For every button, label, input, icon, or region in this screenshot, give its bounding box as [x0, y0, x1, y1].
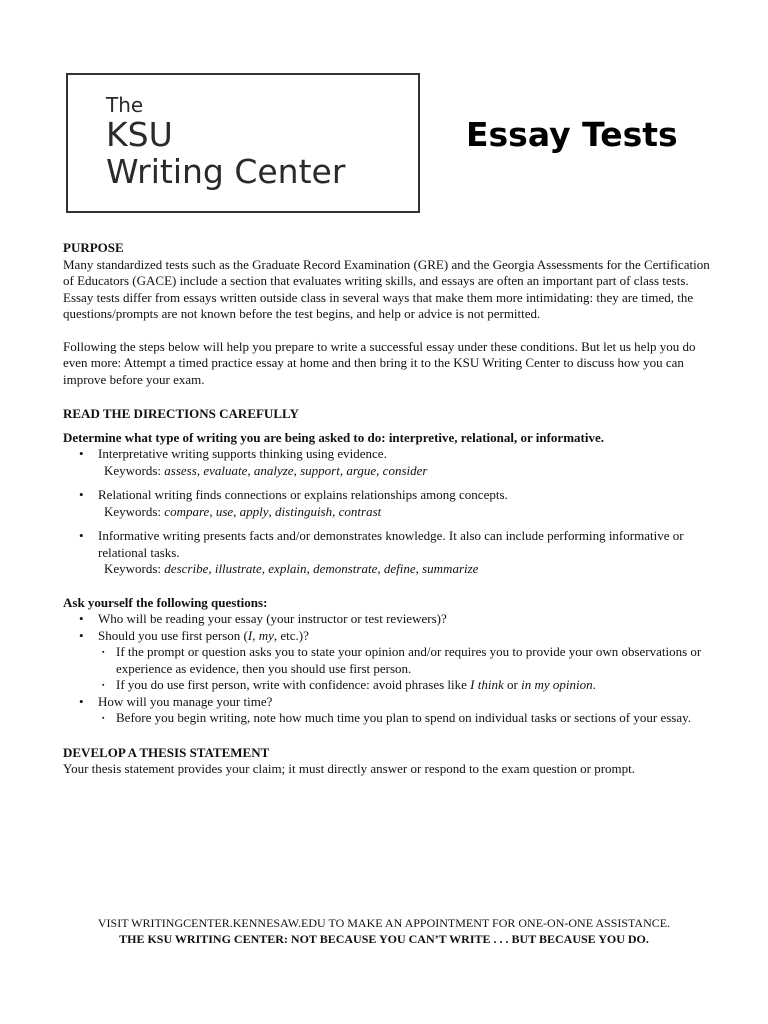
- writing-type-description: Interpretative writing supports thinking using evidence.: [98, 446, 387, 461]
- keyword: apply: [239, 503, 269, 519]
- logo-line-ksu: KSU: [106, 115, 173, 154]
- directions-subheading: Determine what type of writing you are being asked to do: interpretive, relational, or informative.: [63, 429, 604, 445]
- keyword: distinguish: [275, 503, 333, 519]
- keywords-label: Keywords:: [104, 503, 162, 519]
- purpose-paragraph-2: Following the steps below will help you prepare to write a successful essay under these conditions. But let us help you do even more: Attempt a timed practice essay at home and then bring it to the KSU Writing Center to discuss how you can improve before your exam.: [63, 338, 696, 387]
- keywords-label: Keywords:: [104, 561, 162, 576]
- keyword: contrast: [338, 503, 382, 519]
- document-body: [63, 240, 713, 778]
- keyword: summarize: [422, 561, 479, 576]
- question-first-person: • Should you use first person (I, my, etc.)? ▪ If the prompt or question asks you to state your opinion and/or requires you to provide your own observations or experience as evidence, then you should use first person. ▪ If you do use first person, write with confidence: avoid phrases like I think or in my opinion.: [63, 628, 713, 694]
- first-person-sub-2: ▪ If you do use first person, write with confidence: avoid phrases like I think or in my opinion.: [98, 677, 713, 694]
- keyword: argue: [346, 462, 377, 478]
- question-reader: [63, 611, 713, 628]
- question-time: • How will you manage your time? ▪ Before you begin writing, note how much time you plan to spend on individual tasks or sections of your essay.: [63, 694, 713, 727]
- first-person-sublist: [98, 644, 713, 694]
- purpose-paragraph-1: Many standardized tests such as the Graduate Record Examination (GRE) and the Georgia Assessments for the Certification of Educators (GACE) include a section that evaluates writing skills, and essays are often an important part of class tests. Essay tests differ from essays written outside class in several ways that make them more intimidating: they are timed, the questions/prompts are not known before the test begins, and help or advice is not permitted.: [63, 256, 710, 321]
- page-title: Essay Tests: [466, 115, 678, 154]
- keyword: support: [300, 462, 340, 478]
- keyword: assess: [164, 462, 197, 478]
- logo-line-writing-center: Writing Center: [106, 152, 346, 191]
- writing-type-item: [63, 446, 713, 479]
- logo-text: [106, 93, 345, 191]
- logo-line-the: The: [106, 93, 144, 117]
- keywords-line: Keywords: assess, evaluate, analyze, support, argue, consider: [104, 462, 428, 478]
- keyword: use: [215, 503, 234, 519]
- page-footer: [0, 915, 768, 947]
- footer-tagline: THE KSU WRITING CENTER: NOT BECAUSE YOU CAN’T WRITE . . . BUT BECAUSE YOU DO.: [119, 932, 649, 946]
- keywords-line: Keywords: compare, use, apply, distinguish, contrast: [104, 503, 382, 519]
- keyword: consider: [382, 462, 428, 478]
- writing-type-description: Relational writing finds connections or explains relationships among concepts.: [98, 487, 508, 502]
- time-sublist: [98, 710, 713, 727]
- writing-center-logo: [66, 73, 420, 213]
- writing-type-description: Informative writing presents facts and/or demonstrates knowledge. It also can include performing informative or relational tasks.: [98, 528, 684, 560]
- keywords-line: Keywords: describe, illustrate, explain, demonstrate, define, summarize: [104, 561, 479, 576]
- purpose-heading: PURPOSE: [63, 240, 124, 255]
- time-sub-1: ▪ Before you begin writing, note how much time you plan to spend on individual tasks or sections of your essay.: [98, 710, 713, 727]
- keyword: analyze: [253, 462, 294, 478]
- keyword: demonstrate: [313, 561, 378, 576]
- thesis-heading: DEVELOP A THESIS STATEMENT: [63, 744, 270, 760]
- keyword: describe, illustrate, explain: [164, 561, 307, 576]
- thesis-text: Your thesis statement provides your claim; it must directly answer or respond to the exam question or prompt.: [63, 761, 636, 776]
- first-person-sub-1: ▪ If the prompt or question asks you to state your opinion and/or requires you to provide your own observations or experience as evidence, then you should use first person.: [98, 644, 713, 677]
- questions-heading: Ask yourself the following questions:: [63, 594, 268, 610]
- keywords-label: Keywords:: [104, 462, 162, 478]
- writing-type-item: [63, 528, 713, 578]
- keyword: define: [383, 561, 416, 576]
- question-reader-text: Who will be reading your essay (your instructor or test reviewers)?: [98, 611, 447, 626]
- footer-visit-line: VISIT WRITINGCENTER.KENNESAW.EDU TO MAKE AN APPOINTMENT FOR ONE-ON-ONE ASSISTANCE.: [97, 916, 671, 930]
- directions-heading: READ THE DIRECTIONS CAREFULLY: [63, 406, 299, 421]
- writing-type-item: [63, 487, 713, 520]
- keyword: evaluate: [203, 462, 248, 478]
- writing-types-list: [63, 446, 713, 578]
- questions-list: [63, 611, 713, 727]
- keyword: compare: [164, 503, 210, 519]
